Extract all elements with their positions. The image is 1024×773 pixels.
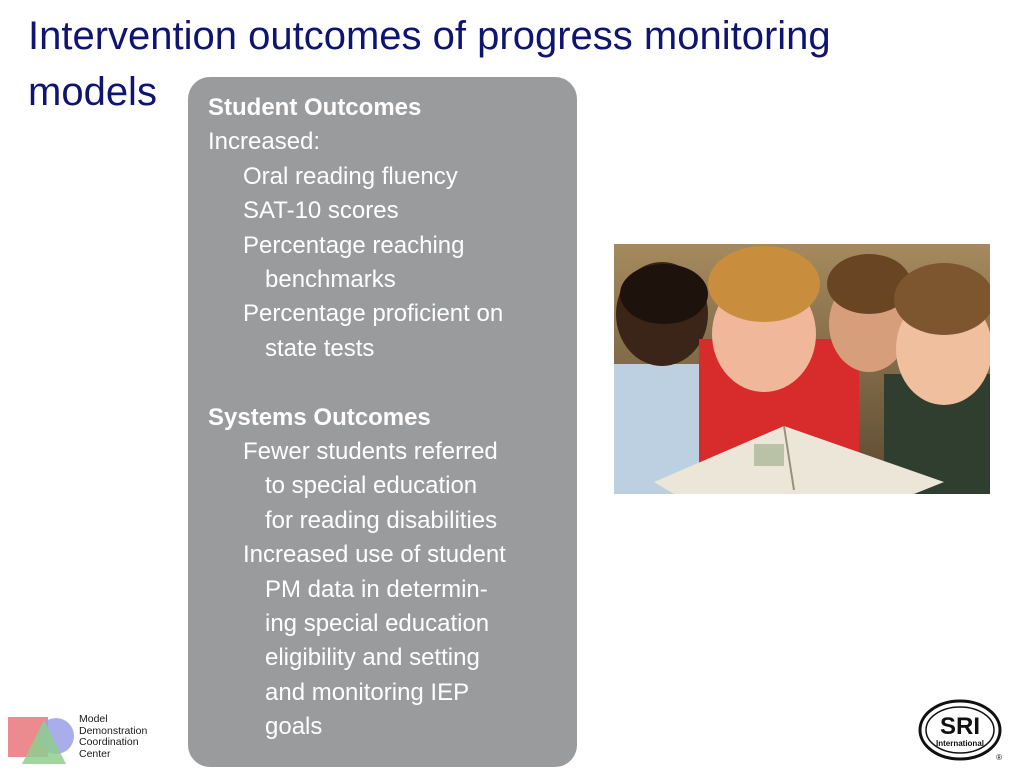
systems-outcome-item-cont: and monitoring IEP (265, 678, 470, 706)
systems-outcome-item-cont: PM data in determin- (265, 575, 488, 603)
mdcc-logo-mark (6, 714, 78, 768)
sri-logo-mark (918, 698, 1006, 762)
student-outcome-item: SAT-10 scores (243, 197, 399, 225)
sri-logo-sub: International (935, 739, 985, 748)
spacer (208, 366, 568, 400)
mdcc-line: Center (79, 747, 111, 760)
student-outcomes-heading: Student Outcomes (208, 94, 422, 121)
increased-label: Increased: (208, 128, 321, 156)
children-reading-photo (614, 244, 990, 494)
student-outcome-item-cont: benchmarks (265, 266, 396, 294)
student-outcome-item-cont: state tests (265, 334, 375, 362)
systems-outcome-item-cont: goals (265, 713, 323, 741)
mdcc-logo-text (79, 714, 147, 760)
student-outcome-item: Percentage proficient on (243, 300, 504, 328)
systems-outcome-item-cont: to special education (265, 472, 478, 500)
mdcc-line: Coordination (79, 736, 139, 749)
systems-outcome-item: Fewer students referred (243, 438, 498, 466)
mdcc-line: Model (79, 713, 108, 725)
sri-logo-reg: ® (996, 753, 1002, 762)
mdcc-line: Demonstration (79, 724, 148, 737)
systems-outcomes-heading: Systems Outcomes (208, 403, 431, 431)
slide-title-line1: Intervention outcomes of progress monitoring (28, 14, 831, 58)
outcomes-text (208, 91, 568, 745)
systems-outcome-item-cont: eligibility and setting (265, 644, 480, 672)
sri-logo-name: SRI (939, 713, 981, 740)
sri-logo (918, 698, 1006, 762)
student-outcome-item: Oral reading fluency (243, 162, 458, 190)
children-reading-illustration (614, 244, 990, 494)
student-outcome-item: Percentage reaching (243, 231, 465, 259)
slide-title-line2: models (28, 70, 157, 114)
systems-outcome-item-cont: for reading disabilities (265, 506, 498, 534)
systems-outcome-item-cont: ing special education (265, 610, 490, 638)
systems-outcome-item: Increased use of student (243, 541, 506, 569)
